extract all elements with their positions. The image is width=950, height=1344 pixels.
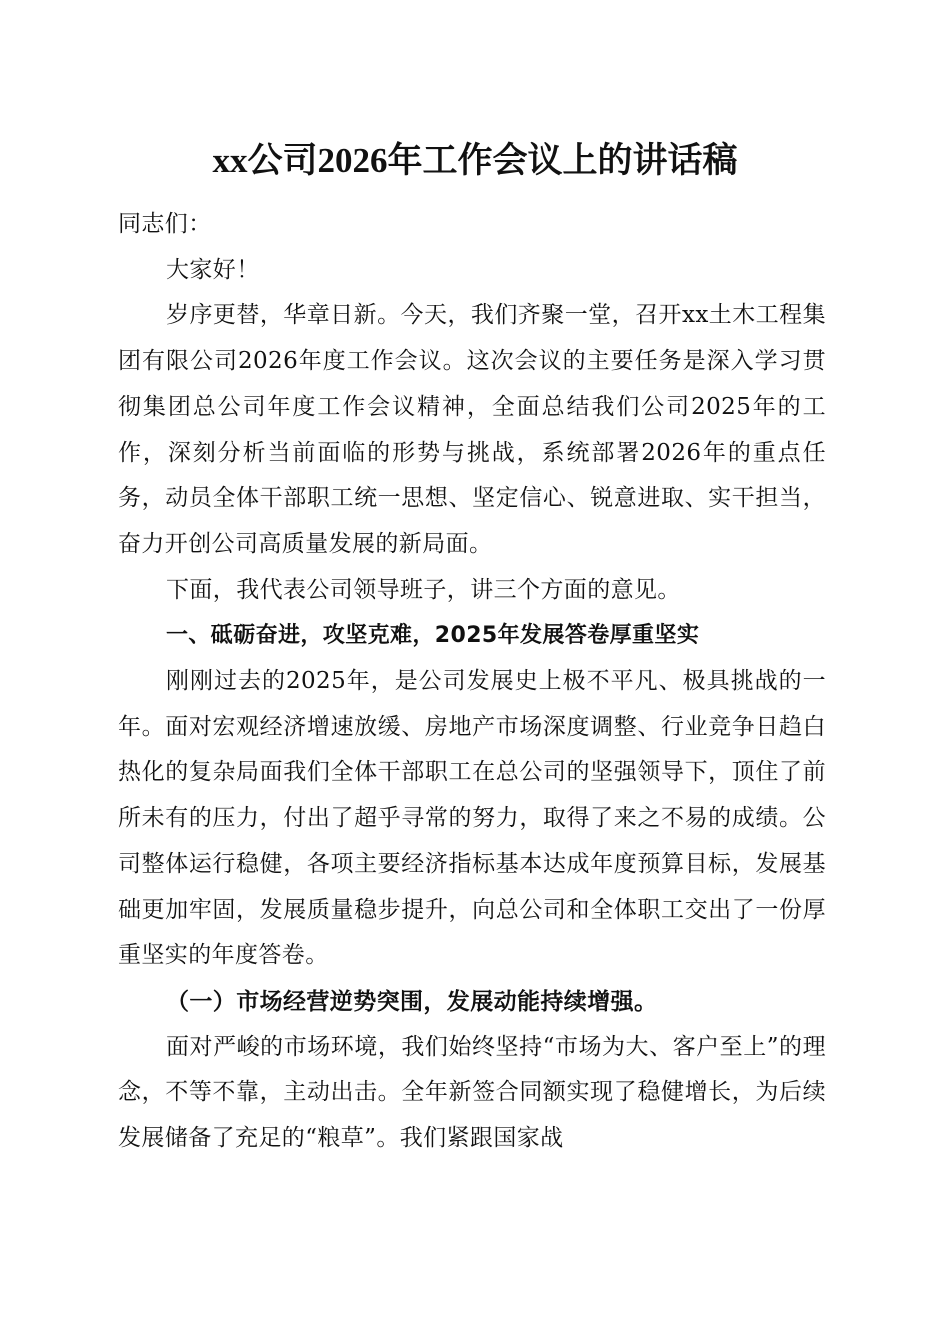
section-paragraph: 刚刚过去的2025年，是公司发展史上极不平凡、极具挑战的一年。面对宏观经济增速放缓、房地产市场深度调整、行业竞争日趋白热化的复杂局面我们全体干部职工在总公司的坚强领导下，顶住了前所未有的压力，付出了超乎寻常的努力，取得了来之不易的成绩。公司整体运行稳健，各项主要经济指标基本达成年度预算目标，发展基础更加牢固，发展质量稳步提升，向总公司和全体职工交出了一份厚重坚实的年度答卷。 <box>118 668 826 969</box>
document-body <box>118 202 826 1162</box>
intro-paragraph: 岁序更替，华章日新。今天，我们齐聚一堂，召开xx土木工程集团有限公司2026年度工作会议。这次会议的主要任务是深入学习贯彻集团总公司年度工作会议精神，全面总结我们公司2025年的工作，深刻分析当前面临的形势与挑战，系统部署2026年的重点任务，动员全体干部职工统一思想、坚定信心、锐意进取、实干担当，奋力开创公司高质量发展的新局面。 <box>118 302 826 557</box>
salutation: 同志们： <box>118 211 212 237</box>
subsection-heading: （一）市场经营逆势突围，发展动能持续增强。 <box>166 987 658 1015</box>
section-heading: 一、砥砺奋进，攻坚克难，2025年发展答卷厚重坚实 <box>166 623 700 649</box>
subsection-paragraph: 面对严峻的市场环境，我们始终坚持“市场为大、客户至上”的理念，不等不靠，主动出击。全年新签合同额实现了稳健增长，为后续发展储备了充足的“粮草”。我们紧跟国家战 <box>118 1033 826 1152</box>
outline-paragraph: 下面，我代表公司领导班子，讲三个方面的意见。 <box>166 576 681 603</box>
document-title: xx公司2026年工作会议上的讲话稿 <box>212 141 738 180</box>
greeting: 大家好！ <box>166 256 260 283</box>
